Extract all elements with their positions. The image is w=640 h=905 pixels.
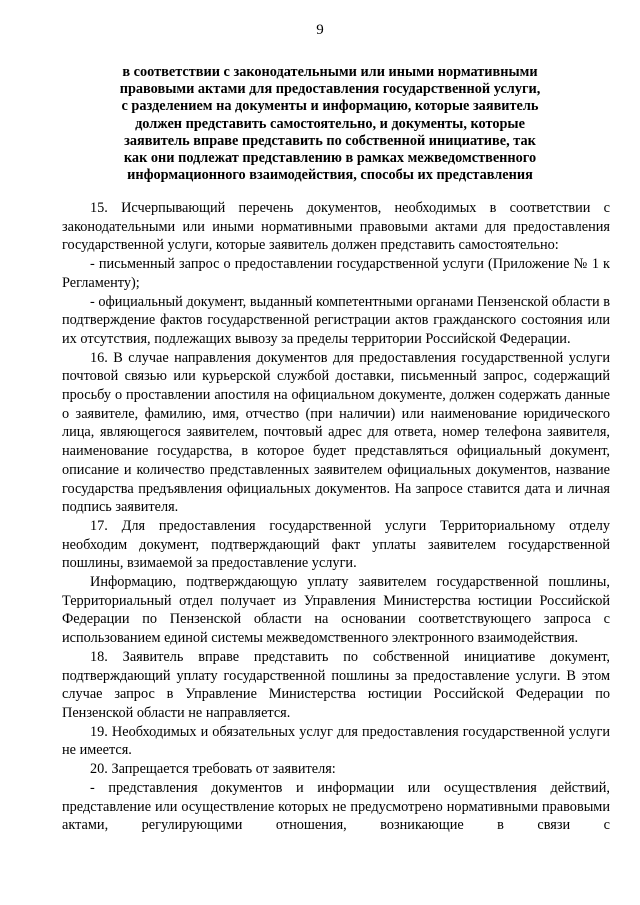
heading-line: должен представить самостоятельно, и документы, которые [135,115,525,132]
list-item-prohibited-requirements: - представления документов и информации или осуществления действий, представление или осуществление которых не предусмотрено нормативными правовыми актами, регулирующими отношения, возникающие в связи с [62,779,610,834]
list-item-official-document: - официальный документ, выданный компетентными органами Пензенской области в подтверждение фактов государственной регистрации актов гражданского состояния или их отсутствия, подлежащих вывозу за пределы территории Российской Федерации. [62,293,610,347]
paragraph-17: 17. Для предоставления государственной услуги Территориальному отделу необходим документ, подтверждающий факт уплаты заявителем государственной пошлины, взимаемой за предоставление услуги. [62,517,610,572]
heading-line: как они подлежат представлению в рамках межведомственного [123,150,537,167]
heading-line: в соответствии с законодательными или иными нормативными [122,64,538,80]
section-heading [80,64,580,184]
heading-line: правовыми актами для предоставления государственной услуги, [119,81,541,98]
paragraph-15: 15. Исчерпывающий перечень документов, необходимых в соответствии с законодательными или иными нормативными правовыми актами для предоставления государственной услуги, которые заявитель должен представить самостоятельно: [62,200,610,254]
heading-line: с разделением на документы и информацию, которые заявитель [121,98,539,115]
paragraph-16: 16. В случае направления документов для предоставления государственной услуги почтовой связью или курьерской службой доставки, письменный запрос, содержащий просьбу о проставлении апостиля на официальном документе, должен содержать данные о заявителе, фамилию, имя, отчество (при наличии) или наименование юридического лица, являющегося заявителем, почтовый адрес для ответа, номер телефона заявителя, наименование государства, в которое будет представляться официальный документ, описание и количество представленных заявителем официальных документов, название государства предъявления официальных документов. На запросе ставится дата и личная подпись заявителя. [62,349,610,516]
page-number: 9 [316,22,324,38]
paragraph-18: 18. Заявитель вправе представить по собственной инициативе документ, подтверждающий уплату государственной пошлины за предоставление услуги. В этом случае запрос в Управление Министерства юстиции Российской Федерации по Пензенской области не направляется. [62,648,610,721]
heading-line: заявитель вправе представить по собственной инициативе, так [124,132,536,149]
body-text [62,199,610,835]
paragraph-17-info: Информацию, подтверждающую уплату заявителем государственной пошлины, Территориальный отдел получает из Управления Министерства юстиции Российской Федерации по Пензенской области на основании соответствующего запроса с использованием единой системы межведомственного электронного взаимодействия. [62,574,610,647]
heading-line: информационного взаимодействия, способы их представления [127,167,533,184]
paragraph-20: 20. Запрещается требовать от заявителя: [90,761,336,778]
list-item-written-request: - письменный запрос о предоставлении государственной услуги (Приложение № 1 к Регламенту); [62,256,610,291]
paragraph-19: 19. Необходимых и обязательных услуг для предоставления государственной услуги не имеется. [62,723,610,759]
